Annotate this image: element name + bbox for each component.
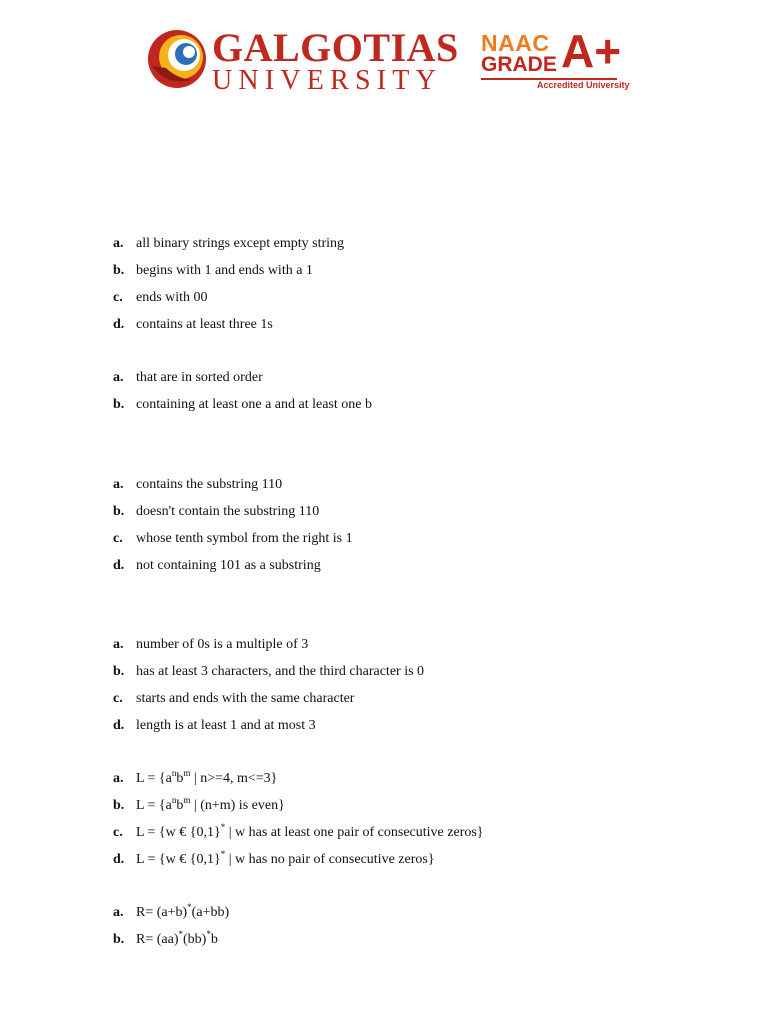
expr-part: | n>=4, m<=3} [190,771,278,786]
option-letter: b. [113,664,125,679]
option-text: contains the substring 110 [136,477,283,492]
option-letter: a. [113,477,124,492]
option-text [136,929,218,948]
expr-part: b [176,798,184,813]
option-letter: a. [113,370,124,385]
galgotias-swirl-logo [146,28,208,90]
option-letter: a. [113,236,124,251]
superscript: m [183,768,191,778]
option-text: length is at least 1 and at most 3 [136,718,316,733]
expr-part: L = {a [136,798,172,813]
brand-subtitle: UNIVERSITY [212,65,442,96]
option-text: not containing 101 as a substring [136,558,321,573]
option-letter: b. [113,504,125,519]
option-letter: d. [113,558,125,573]
grade-value: A+ [561,25,622,77]
superscript: * [178,929,183,939]
option-text: doesn't contain the substring 110 [136,504,320,519]
expr-part: (bb) [183,932,207,947]
expr-part: | w has at least one pair of consecutive zeros} [225,825,484,840]
expr-part: L = {a [136,771,172,786]
option-text: has at least 3 characters, and the third character is 0 [136,664,425,679]
option-text: starts and ends with the same character [136,691,355,706]
expr-part: (a+bb) [191,905,230,920]
expr-part: L = {w € {0,1} [136,852,221,867]
superscript: * [187,902,192,912]
option-text: ends with 00 [136,290,208,305]
option-text [136,902,230,921]
superscript: n [171,795,177,805]
option-letter: a. [113,905,124,920]
option-letter: c. [113,290,123,305]
page-header [0,0,768,110]
expr-part: R= (a+b) [136,905,188,920]
expr-part: R= (aa) [136,932,179,947]
expr-part: b [176,771,184,786]
option-text [136,795,285,814]
option-text [136,822,484,841]
option-text: begins with 1 and ends with a 1 [136,263,313,278]
option-letter: b. [113,932,125,947]
option-text: all binary strings except empty string [136,236,345,251]
superscript: n [171,768,177,778]
option-letter: d. [113,852,125,867]
naac-label: NAAC [481,30,550,56]
option-letter: d. [113,317,125,332]
option-letter: c. [113,691,123,706]
option-text: contains at least three 1s [136,317,273,332]
grade-label: GRADE [481,53,557,76]
option-letter: c. [113,531,123,546]
option-text: number of 0s is a multiple of 3 [136,637,309,652]
option-text: whose tenth symbol from the right is 1 [136,531,353,546]
option-letter: b. [113,263,125,278]
accreditation-note: Accredited University [537,80,630,90]
expr-part: | w has no pair of consecutive zeros} [225,852,435,867]
superscript: * [206,929,211,939]
option-text [136,849,435,868]
option-letter: a. [113,637,124,652]
option-text: that are in sorted order [136,370,263,385]
brand-name: GALGOTIAS [212,25,459,70]
option-text [136,768,278,787]
option-letter: b. [113,798,125,813]
option-letter: a. [113,771,124,786]
brand-wordmark [212,25,459,96]
superscript: * [220,822,226,832]
expr-part: L = {w € {0,1} [136,825,221,840]
superscript: * [220,849,226,859]
naac-badge [481,25,630,94]
expr-part: b [210,932,218,947]
expr-part: | (n+m) is even} [190,798,285,813]
option-letter: b. [113,397,125,412]
option-letter: d. [113,718,125,733]
superscript: m [183,795,191,805]
option-letter: c. [113,825,123,840]
option-text: containing at least one a and at least one b [136,397,372,412]
